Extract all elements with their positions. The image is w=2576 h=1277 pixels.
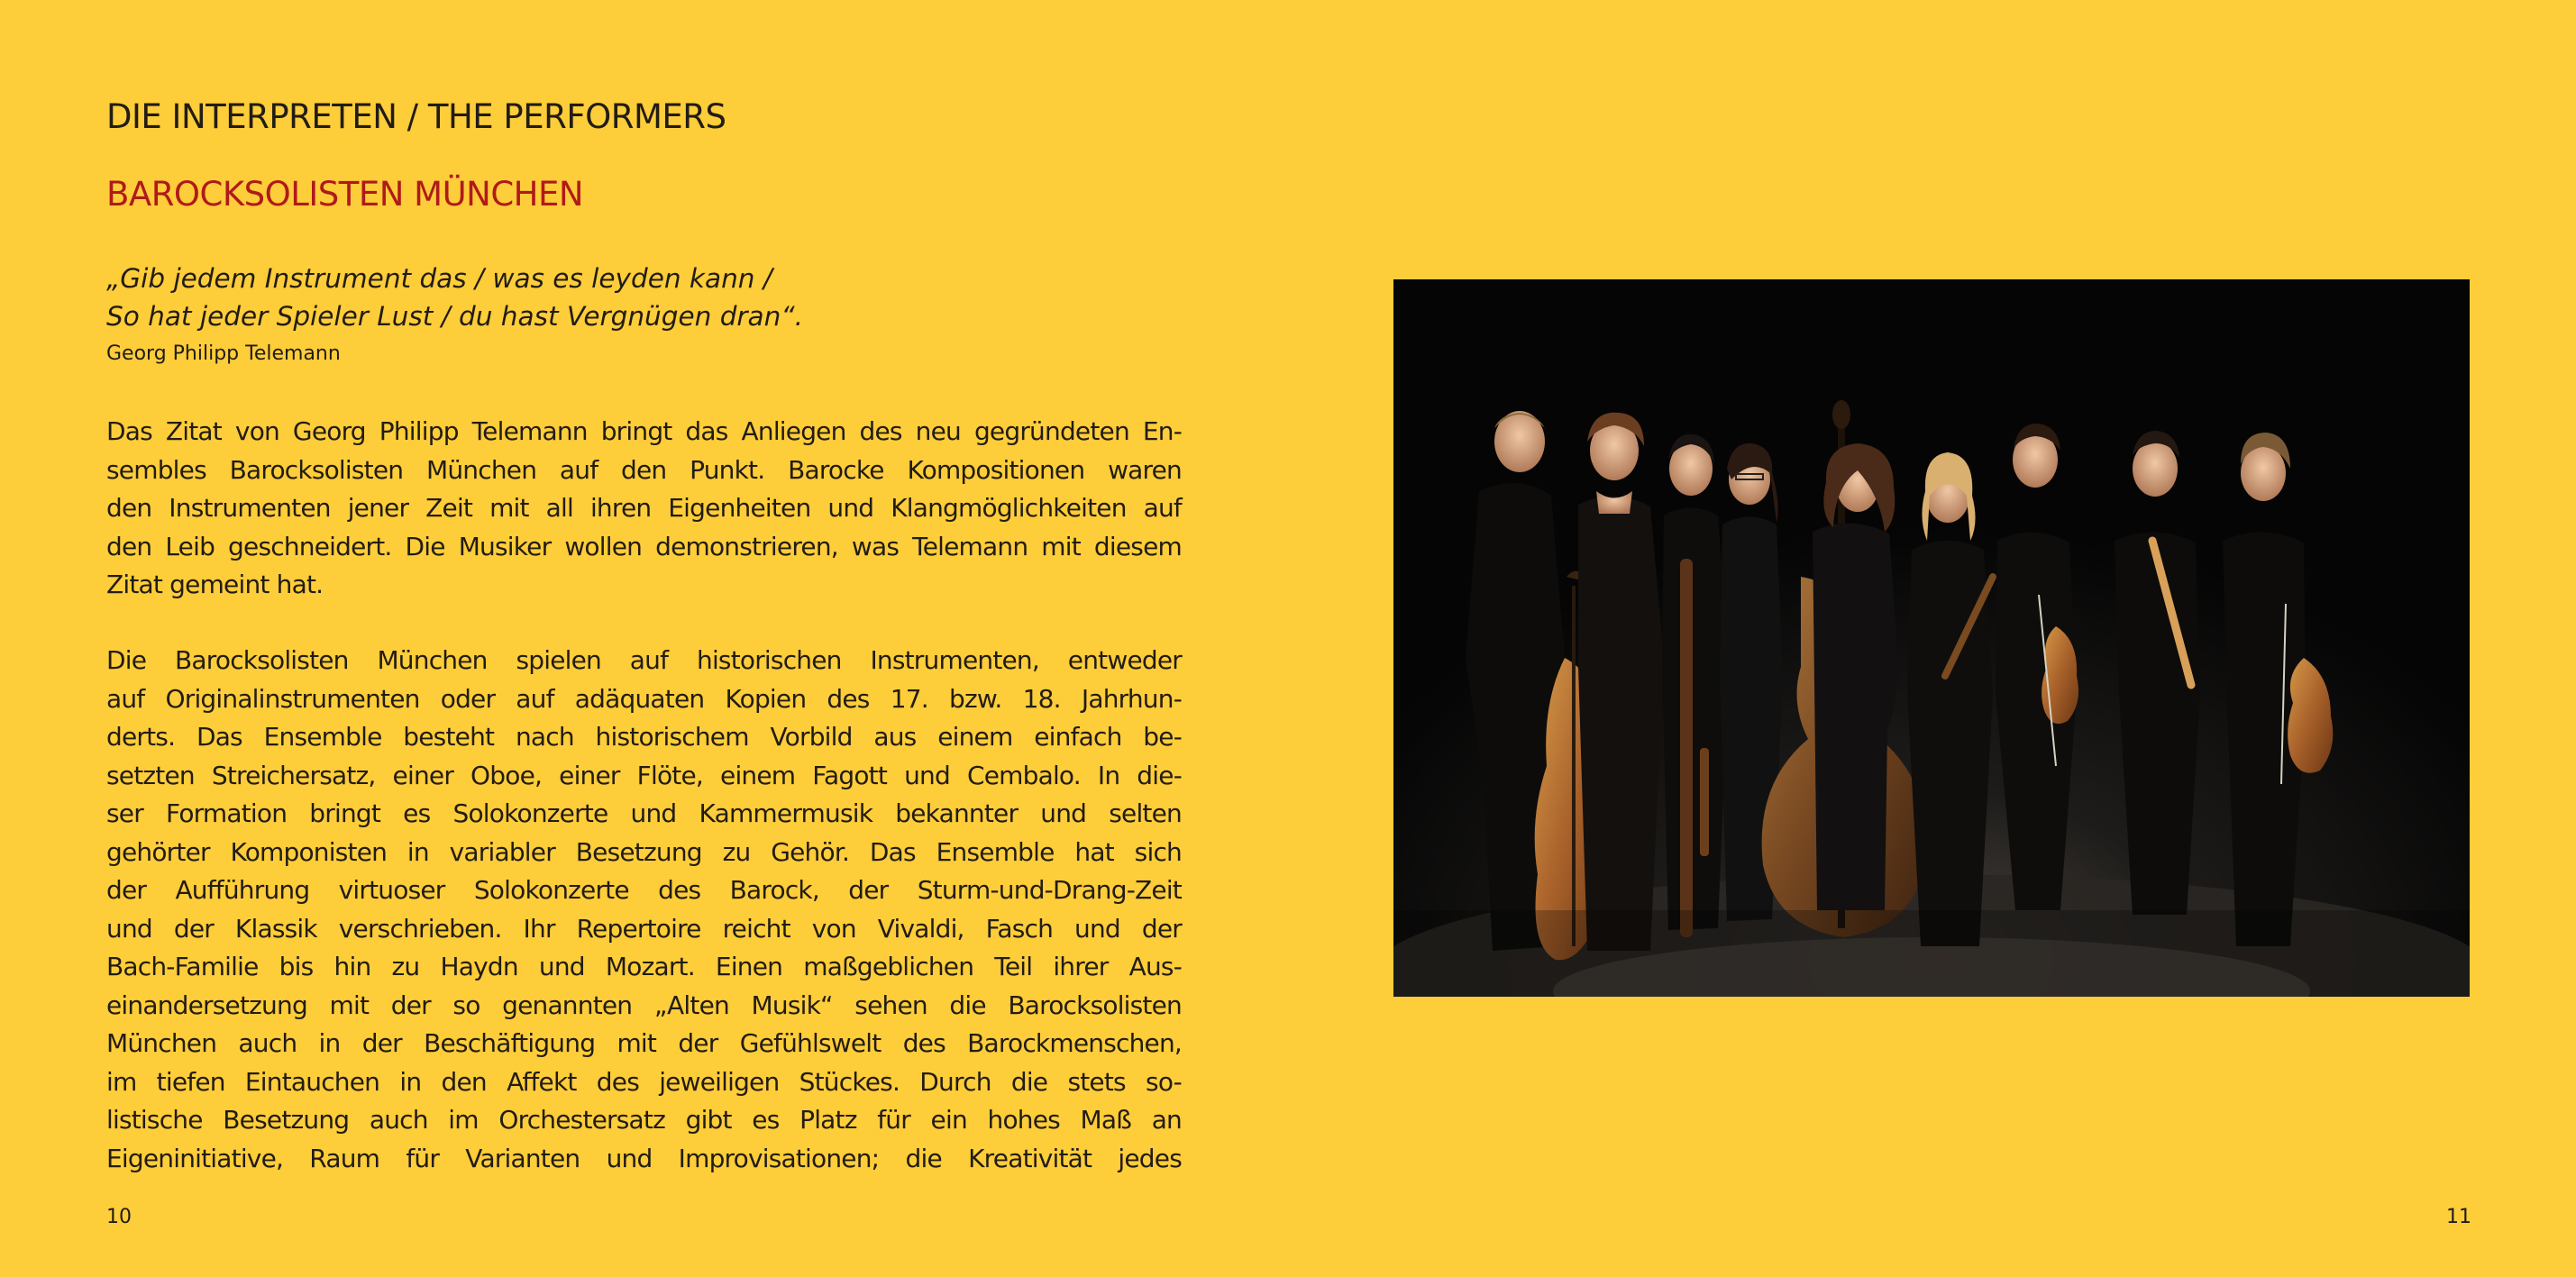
- text-line: einandersetzung mit der so genannten „Alten Musik“ sehen die Barocksolisten: [106, 990, 1182, 1020]
- paragraph-intro: [106, 413, 1182, 605]
- text-line: Eigeninitiative, Raum für Varianten und Improvisationen; die Kreativität jedes: [106, 1143, 1182, 1173]
- text-line: Bach-Familie bis hin zu Haydn und Mozart. Einen maßgeblichen Teil ihrer Aus-: [106, 952, 1182, 981]
- text-line: derts. Das Ensemble besteht nach historischem Vorbild aus einem einfach be-: [106, 722, 1182, 752]
- quote-author: Georg Philipp Telemann: [106, 342, 341, 365]
- text-line: gehörter Komponisten in variabler Besetzung zu Gehör. Das Ensemble hat sich: [106, 836, 1182, 867]
- paragraph-ensemble: [106, 642, 1182, 1178]
- telemann-quote: [106, 260, 1188, 335]
- page-number-right: 11: [2446, 1206, 2471, 1228]
- text-line: den Leib geschneidert. Die Musiker wollen demonstrieren, was Telemann mit diesem: [106, 531, 1182, 561]
- text-line: den Instrumenten jener Zeit mit all ihren Eigenheiten und Klangmöglichkeiten auf: [106, 493, 1182, 523]
- text-line: ser Formation bringt es Solokonzerte und Kammermusik bekannter und selten: [106, 798, 1182, 828]
- text-line: Zitat gemeint hat.: [106, 570, 324, 599]
- text-line: sembles Barocksolisten München auf den Punkt. Barocke Kompositionen waren: [106, 454, 1182, 485]
- ensemble-photo: [1393, 279, 2470, 997]
- ensemble-title: BAROCKSOLISTEN MÜNCHEN: [106, 175, 584, 214]
- text-line: und der Klassik verschrieben. Ihr Repertoire reicht von Vivaldi, Fasch und der: [106, 913, 1182, 944]
- page-number-left: 10: [106, 1206, 132, 1228]
- text-line: Die Barocksolisten München spielen auf historischen Instrumenten, entweder: [106, 645, 1182, 675]
- quote-line: So hat jeder Spieler Lust / du hast Vergnügen dran“.: [106, 301, 803, 332]
- text-line: der Aufführung virtuoser Solokonzerte des Barock, der Sturm-und-Drang-Zeit: [106, 875, 1182, 905]
- section-heading: DIE INTERPRETEN / THE PERFORMERS: [106, 97, 726, 136]
- quote-line: „Gib jedem Instrument das / was es leyden kann /: [106, 263, 772, 294]
- text-line: setzten Streichersatz, einer Oboe, einer Flöte, einem Fagott und Cembalo. In die-: [106, 760, 1182, 790]
- text-line: listische Besetzung auch im Orchestersatz gibt es Platz für ein hohes Maß an: [106, 1105, 1182, 1135]
- text-line: München auch in der Beschäftigung mit der Gefühlswelt des Barockmenschen,: [106, 1028, 1182, 1058]
- text-line: im tiefen Eintauchen in den Affekt des jeweiligen Stückes. Durch die stets so-: [106, 1066, 1182, 1097]
- text-line: auf Originalinstrumenten oder auf adäquaten Kopien des 17. bzw. 18. Jahrhun-: [106, 683, 1182, 714]
- text-line: Das Zitat von Georg Philipp Telemann bringt das Anliegen des neu gegründeten En-: [106, 416, 1182, 446]
